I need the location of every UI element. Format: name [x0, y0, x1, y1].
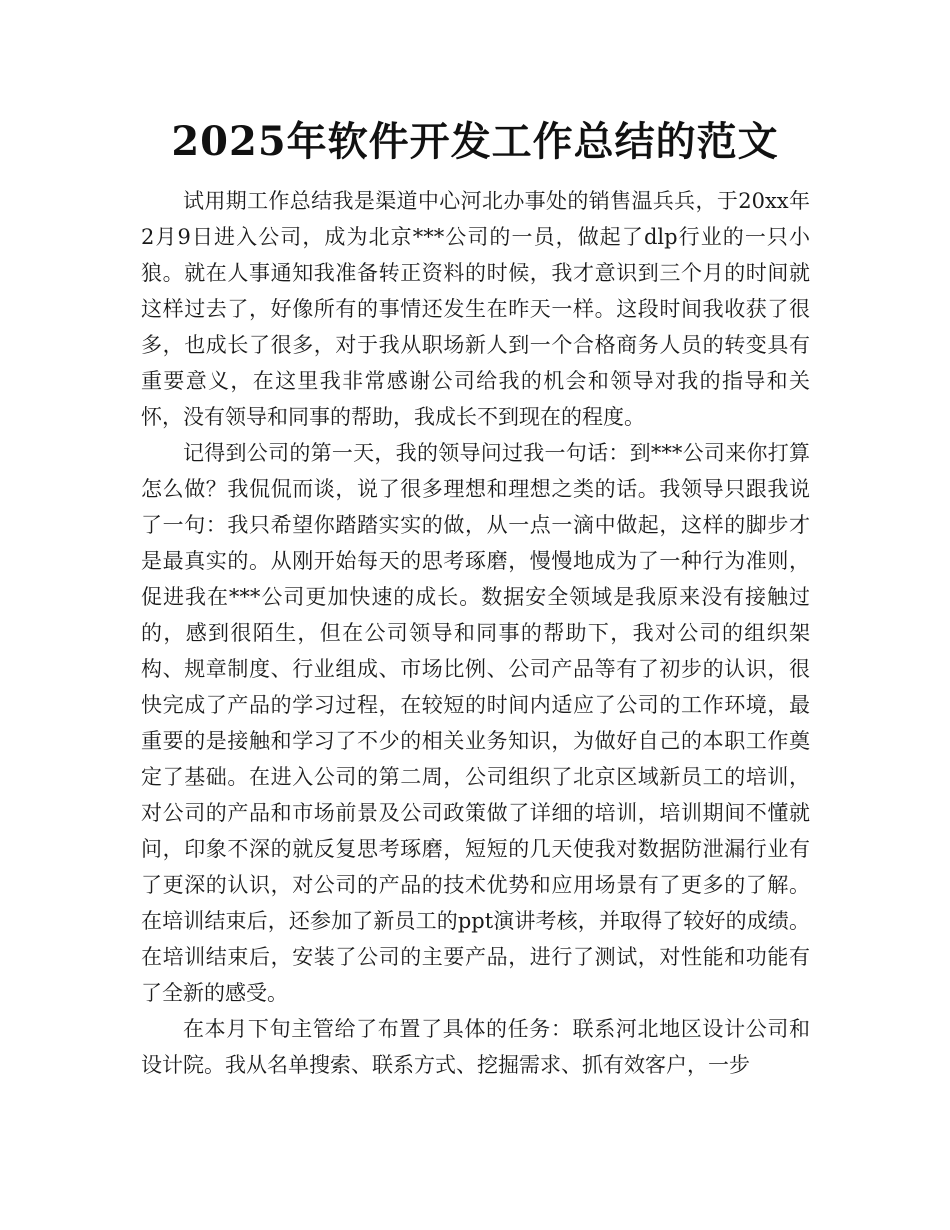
paragraph-3: 在本月下旬主管给了布置了具体的任务：联系河北地区设计公司和设计院。我从名单搜索、联系方式、挖掘需求、抓有效客户，一步: [141, 1017, 810, 1077]
paragraph-1: 试用期工作总结我是渠道中心河北办事处的销售温兵兵，于20xx年2月9日进入公司，成为北京***公司的一员，做起了dlp行业的一只小狼。就在人事通知我准备转正资料的时候，我才意识到三个月的时间就这样过去了，好像所有的事情还发生在昨天一样。这段时间我收获了很多，也成长了很多，对于我从职场新人到一个合格商务人员的转变具有重要意义，在这里我非常感谢公司给我的机会和领导对我的指导和关怀，没有领导和同事的帮助，我成长不到现在的程度。: [141, 189, 810, 429]
document-title: 2025年软件开发工作总结的范文: [171, 118, 779, 165]
document-body: [141, 183, 810, 1083]
paragraph-2: 记得到公司的第一天，我的领导问过我一句话：到***公司来你打算怎么做？我侃侃而谈，说了很多理想和理想之类的话。我领导只跟我说了一句：我只希望你踏踏实实的做，从一点一滴中做起，这样的脚步才是最真实的。从刚开始每天的思考琢磨，慢慢地成为了一种行为准则，促进我在***公司更加快速的成长。数据安全领域是我原来没有接触过的，感到很陌生，但在公司领导和同事的帮助下，我对公司的组织架构、规章制度、行业组成、市场比例、公司产品等有了初步的认识，很快完成了产品的学习过程，在较短的时间内适应了公司的工作环境，最重要的是接触和学习了不少的相关业务知识，为做好自己的本职工作奠定了基础。在进入公司的第二周，公司组织了北京区域新员工的培训，对公司的产品和市场前景及公司政策做了详细的培训，培训期间不懂就问，印象不深的就反复思考琢磨，短短的几天使我对数据防泄漏行业有了更深的认识，对公司的产品的技术优势和应用场景有了更多的了解。在培训结束后，还参加了新员工的ppt演讲考核，并取得了较好的成绩。在培训结束后，安装了公司的主要产品，进行了测试，对性能和功能有了全新的感受。: [141, 441, 810, 1005]
